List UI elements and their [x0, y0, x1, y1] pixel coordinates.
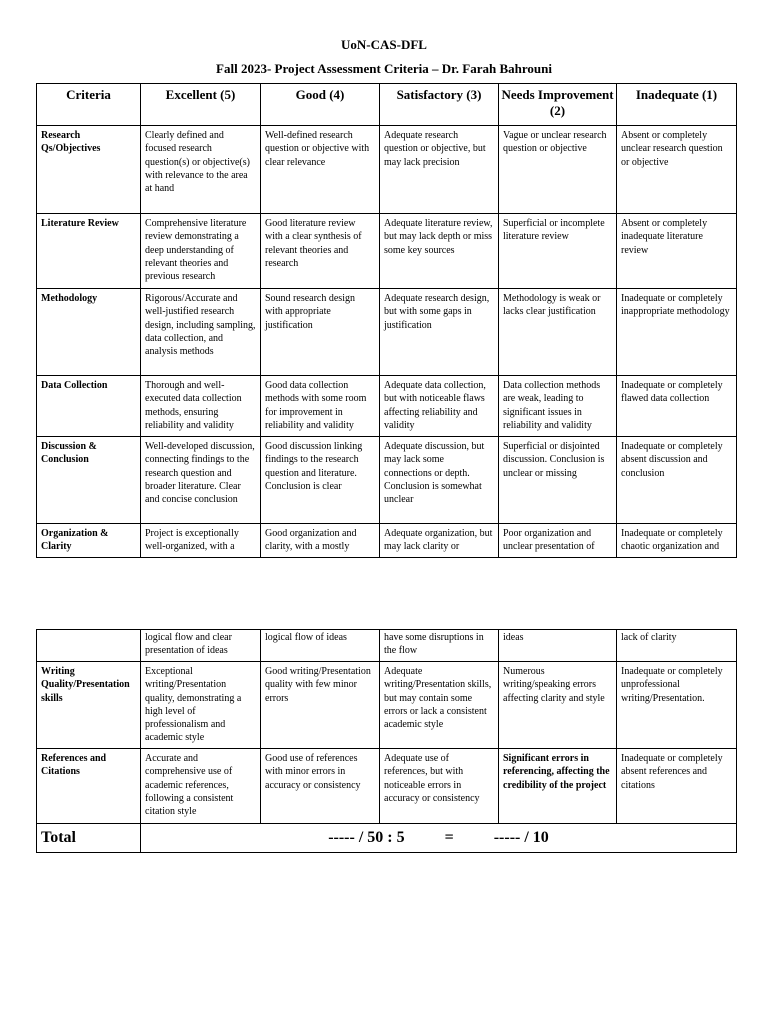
excellent-cell: Well-developed discussion, connecting findings to the research question and broader literature. Clear and concise conclusion [141, 437, 261, 524]
criteria-cell: References and Citations [37, 749, 141, 824]
inadequate-cell: Absent or completely inadequate literature review [617, 214, 737, 289]
inadequate-cell: Inadequate or completely chaotic organization and [617, 524, 737, 558]
total-label: Total [37, 824, 141, 853]
needs-improvement-cell: Superficial or incomplete literature review [499, 214, 617, 289]
needs-improvement-cell: Numerous writing/speaking errors affecting clarity and style [499, 662, 617, 749]
rubric-row-research-objectives [37, 126, 737, 214]
criteria-cell: Methodology [37, 289, 141, 376]
column-header-satisfactory: Satisfactory (3) [380, 84, 499, 126]
excellent-cell: Thorough and well-executed data collection methods, ensuring reliability and validity [141, 376, 261, 437]
rubric-table [36, 83, 737, 558]
good-cell: Good data collection methods with some room for improvement in reliability and validity [261, 376, 380, 437]
criteria-cell: Organization & Clarity [37, 524, 141, 558]
good-cell: Good writing/Presentation quality with few minor errors [261, 662, 380, 749]
good-cell: Good organization and clarity, with a mostly [261, 524, 380, 558]
needs-improvement-cell: Poor organization and unclear presentation of [499, 524, 617, 558]
criteria-cell: Data Collection [37, 376, 141, 437]
column-header-excellent: Excellent (5) [141, 84, 261, 126]
inadequate-cell: Absent or completely unclear research question or objective [617, 126, 737, 214]
criteria-cell: Research Qs/Objectives [37, 126, 141, 214]
good-cell: logical flow of ideas [261, 630, 380, 662]
needs-improvement-cell: Methodology is weak or lacks clear justification [499, 289, 617, 376]
total-row [37, 824, 737, 853]
inadequate-cell: Inadequate or completely inappropriate methodology [617, 289, 737, 376]
rubric-row-references-citations [37, 749, 737, 824]
rubric-row-literature-review [37, 214, 737, 289]
needs-improvement-cell: ideas [499, 630, 617, 662]
column-header-inadequate: Inadequate (1) [617, 84, 737, 126]
criteria-cell: Literature Review [37, 214, 141, 289]
needs-improvement-cell: Significant errors in referencing, affecting the credibility of the project [499, 749, 617, 824]
criteria-cell [37, 630, 141, 662]
satisfactory-cell: Adequate organization, but may lack clarity or [380, 524, 499, 558]
total-formula: ----- / 50 : 5 = ----- / 10 [141, 824, 737, 853]
rubric-row-discussion-conclusion [37, 437, 737, 524]
document-subtitle: Fall 2023- Project Assessment Criteria – Dr. Farah Bahrouni [216, 61, 552, 76]
needs-improvement-cell: Superficial or disjointed discussion. Conclusion is unclear or missing [499, 437, 617, 524]
rubric-row-organization-clarity [37, 524, 737, 558]
satisfactory-cell: Adequate discussion, but may lack some connections or depth. Conclusion is somewhat unclear [380, 437, 499, 524]
needs-improvement-cell: Data collection methods are weak, leading to significant issues in reliability and validity [499, 376, 617, 437]
excellent-cell: Clearly defined and focused research question(s) or objective(s) with relevance to the area at hand [141, 126, 261, 214]
satisfactory-cell: Adequate research design, but with some gaps in justification [380, 289, 499, 376]
excellent-cell: Exceptional writing/Presentation quality, demonstrating a high level of professionalism and academic style [141, 662, 261, 749]
inadequate-cell: Inadequate or completely flawed data collection [617, 376, 737, 437]
good-cell: Good literature review with a clear synthesis of relevant theories and research [261, 214, 380, 289]
satisfactory-cell: Adequate research question or objective, but may lack precision [380, 126, 499, 214]
excellent-cell: logical flow and clear presentation of ideas [141, 630, 261, 662]
column-header-good: Good (4) [261, 84, 380, 126]
excellent-cell: Project is exceptionally well-organized, with a [141, 524, 261, 558]
criteria-cell: Writing Quality/Presentation skills [37, 662, 141, 749]
good-cell: Well-defined research question or objective with clear relevance [261, 126, 380, 214]
column-header-criteria: Criteria [37, 84, 141, 126]
inadequate-cell: Inadequate or completely unprofessional writing/Presentation. [617, 662, 737, 749]
inadequate-cell: lack of clarity [617, 630, 737, 662]
criteria-cell: Discussion & Conclusion [37, 437, 141, 524]
inadequate-cell: Inadequate or completely absent references and citations [617, 749, 737, 824]
needs-improvement-cell: Vague or unclear research question or objective [499, 126, 617, 214]
good-cell: Sound research design with appropriate justification [261, 289, 380, 376]
excellent-cell: Comprehensive literature review demonstrating a deep understanding of relevant theories and previous research [141, 214, 261, 289]
good-cell: Good discussion linking findings to the research question and literature. Conclusion is clear [261, 437, 380, 524]
rubric-row-methodology [37, 289, 737, 376]
satisfactory-cell: Adequate literature review, but may lack depth or miss some key sources [380, 214, 499, 289]
excellent-cell: Rigorous/Accurate and well-justified research design, including sampling, data collection, and analysis methods [141, 289, 261, 376]
column-header-needs-improvement: Needs Improvement (2) [499, 84, 617, 126]
rubric-table-continued [36, 629, 737, 853]
rubric-row-writing-quality [37, 662, 737, 749]
inadequate-cell: Inadequate or completely absent discussion and conclusion [617, 437, 737, 524]
satisfactory-cell: Adequate use of references, but with noticeable errors in accuracy or consistency [380, 749, 499, 824]
document-title: UoN-CAS-DFL [341, 37, 427, 52]
rubric-row-data-collection [37, 376, 737, 437]
satisfactory-cell: Adequate data collection, but with noticeable flaws affecting reliability and validity [380, 376, 499, 437]
satisfactory-cell: Adequate writing/Presentation skills, but may contain some errors or lack a consistent academic style [380, 662, 499, 749]
rubric-header-row [37, 84, 737, 126]
excellent-cell: Accurate and comprehensive use of academic references, following a consistent citation style [141, 749, 261, 824]
good-cell: Good use of references with minor errors in accuracy or consistency [261, 749, 380, 824]
satisfactory-cell: have some disruptions in the flow [380, 630, 499, 662]
rubric-row-organization-clarity-continued [37, 630, 737, 662]
